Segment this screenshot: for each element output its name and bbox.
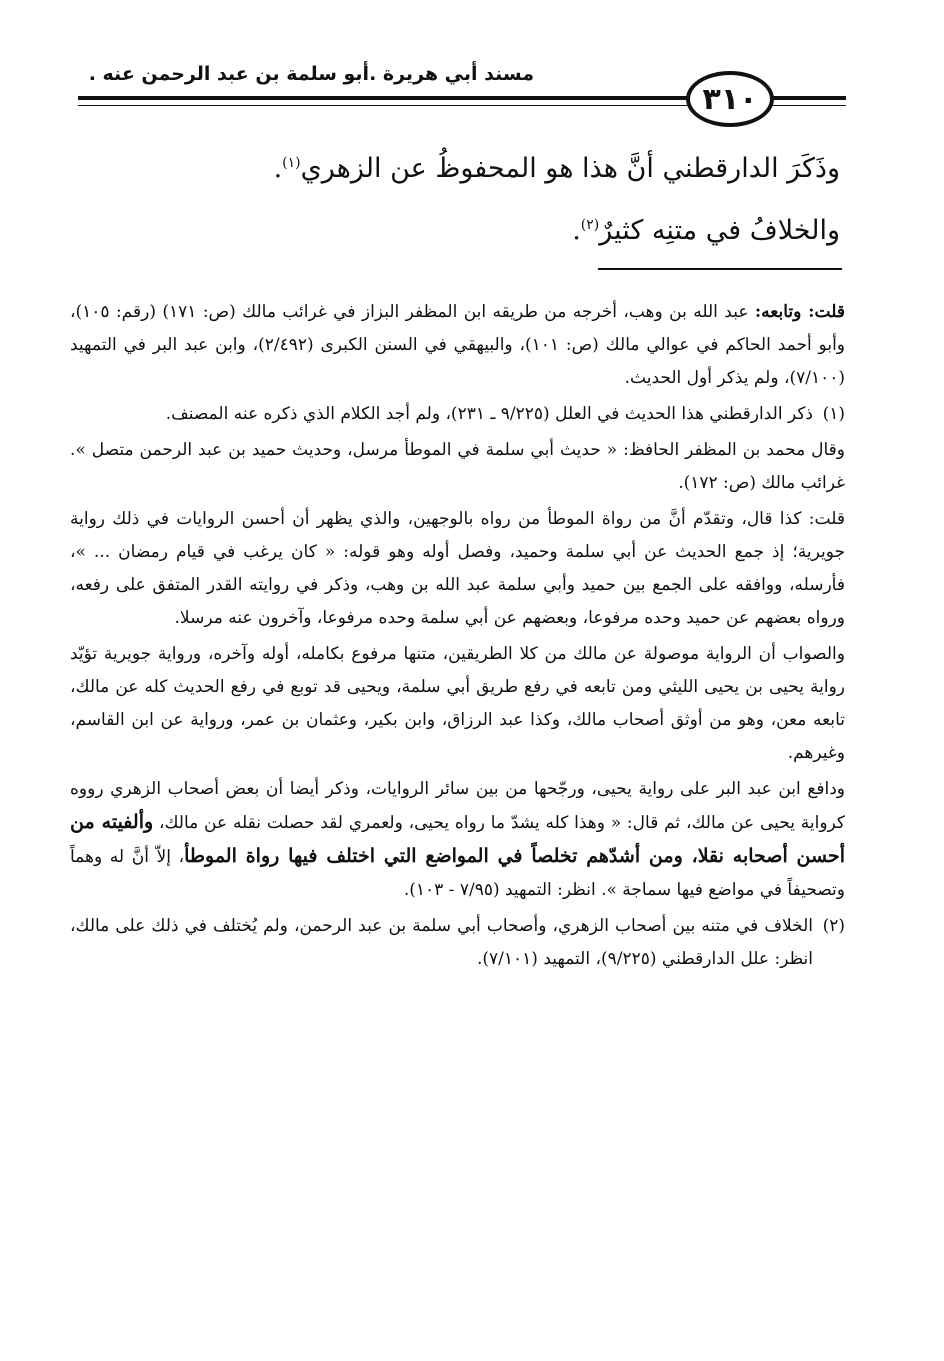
page-number: ٣١٠ [702,81,758,117]
note-sawab: والصواب أن الرواية موصولة عن مالك من كلا الطريقين، متنها مرفوع بكامله، أوله وآخره، ورواية جويرية تؤيّد رواية يحيى بن يحيى الليثي ومن تابعه في رفع طريق أبي سلمة، ويحيى قد توبع في رفع الحديث كله عن مالك، تابعه معن، وهو من أوثق أصحاب مالك، وكذا عبد الرزاق، وابن بكير، وعثمان بن عمر، ورواية عن ابن القاسم، وغيرهم. [70,644,845,763]
footnote-separator [598,268,842,270]
footnote-ref-2: (٢) [580,217,600,233]
note-qult-tabaahu [70,296,845,395]
footnote-text: الخلاف في متنه بين أصحاب الزهري، وأصحاب أبي سلمة بن عبد الرحمن، ولم يُختلف في ذلك على مالك، انظر: علل الدارقطني (٩/٢٢٥)، التمهيد (٧/١٠١). [70,916,813,969]
main-text-line2: والخلافُ في متنِه كثيرٌ [599,215,840,246]
note-qult-2: قلت: كذا قال، وتقدّم أنَّ من رواة الموطأ من رواه بالوجهين، والذي يظهر أن أحسن الروايات في ذلك رواية جويرية؛ إذ جمع الحديث عن أبي سلمة وحميد، وفصل أوله وهو قوله: « كان يرغب في قيام رمضان ... »، فأرسله، ووافقه على الجمع بين حميد وأبي سلمة عبد الله بن وهب، وذكر في روايته القدر المتفق على رفعه، ورواه بعضهم عن حميد وحده مرفوعا، وبعضهم عن أبي سلمة وحده مرفوعا، وآخرون عنه مرسلا. [70,509,845,628]
note-label: قلت: وتابعه: [754,302,845,322]
main-text [150,138,840,262]
note-muzaffar: وقال محمد بن المظفر الحافظ: « حديث أبي سلمة في الموطأ مرسل، وحديث حميد بن عبد الرحمن متصل ». غرائب مالك (ص: ١٧٢). [70,440,845,493]
footnote-2 [70,910,845,976]
footnote-number: (٢) [822,916,845,936]
note-text: ، إلاّ أنَّ له وهماً وتصحيفاً في مواضع فيها سماجة ». انظر: التمهيد (٧/٩٥ - ١٠٣). [70,847,845,900]
main-text-line [150,138,840,200]
main-text-line [150,200,840,262]
running-title: مسند أبي هريرة .أبو سلمة بن عبد الرحمن عنه . [88,63,534,85]
page-number-badge [686,71,774,127]
footnote-number: (١) [822,404,845,424]
note-text: عبد الله بن وهب، أخرجه من طريقه ابن المظفر البزاز في غرائب مالك (ص: ١٧١) (رقم: ١٠٥)، وأبو أحمد الحاكم في عوالي مالك (ص: ١٠١)، والبيهقي في السنن الكبرى (٢/٤٩٢)، وابن عبد البر في التمهيد (٧/١٠٠)، ولم يذكر أول الحديث. [70,302,846,388]
main-text-line1-end: . [273,153,283,184]
note-text: ودافع ابن عبد البر على رواية يحيى، ورجّحها من بين سائر الروايات، وذكر أيضا أن بعض أصحاب الزهري رووه كرواية يحيى عن مالك، ثم قال: « وهذا كله يشدّ ما رواه يحيى، ولعمري لقد حصلت نقله عن مالك، [70,779,845,833]
main-text-line2-end: . [572,215,581,246]
note-bold-quote: وألفيته من أحسن أصحابه نقلا، ومن أشدّهم تخلصاً في المواضع التي اختلف فيها رواة الموطأ [70,811,845,867]
footnote-ref-1: (١) [282,155,301,171]
note-dafa [70,773,845,907]
footnote-1 [70,398,845,431]
footnote-text: ذكر الدارقطني هذا الحديث في العلل (٩/٢٢٥ ـ ٢٣١)، ولم أجد الكلام الذي ذكره عنه المصنف. [165,404,813,424]
main-text-line1: وذَكَرَ الدارقطني أنَّ هذا هو المحفوظُ عن الزهري [300,153,840,184]
footnotes [70,296,845,979]
